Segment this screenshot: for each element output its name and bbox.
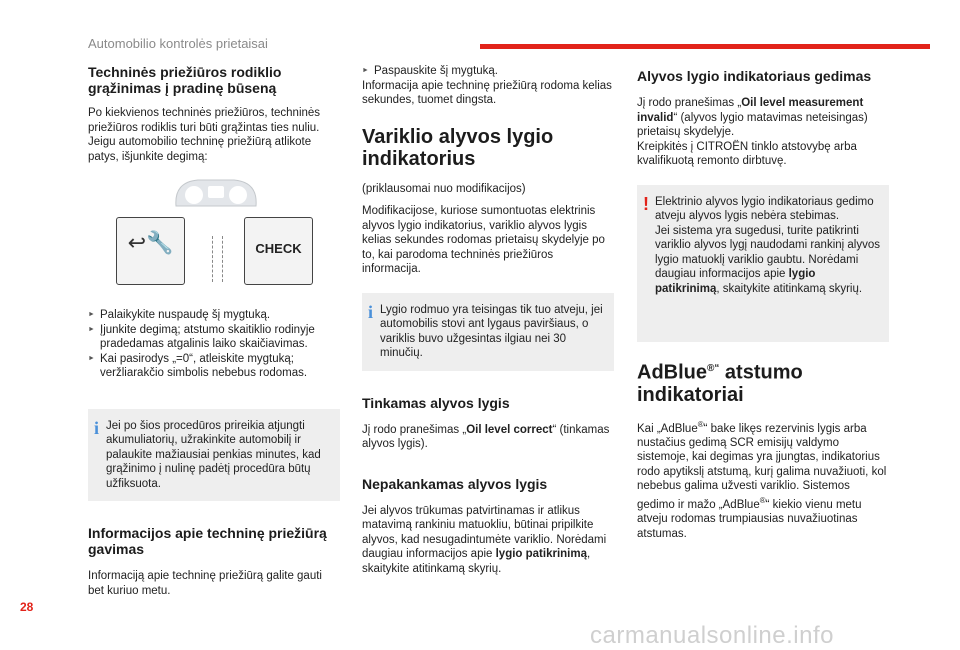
pointer-line xyxy=(222,236,223,282)
oil-info-note xyxy=(362,293,614,371)
check-label: CHECK xyxy=(255,241,302,256)
reset-heading: Techninės priežiūros rodiklio grąžinimas į pradinę būseną xyxy=(88,64,282,96)
watermark: carmanualsonline.info xyxy=(590,622,834,649)
column-3 xyxy=(637,64,889,541)
oil-low-heading: Nepakankamas alyvos lygis xyxy=(362,475,548,492)
info-steps xyxy=(362,64,614,79)
column-1 xyxy=(88,64,340,598)
info-note-text: Jei po šios procedūros prireikia atjungti akumuliatorių, užrakinkite automobilį ir palaukite mažiausiai penkias minutes, kad grąžinimo į nulinę padėtį procedūra būtų užfiksuota. xyxy=(106,419,321,490)
page-number: 28 xyxy=(20,600,34,614)
maintenance-info-paragraph: Informaciją apie techninę priežiūrą galite gauti bet kuriuo metu. xyxy=(88,570,322,597)
oil-level-heading: Variklio alyvos lygio indikatorius xyxy=(362,125,554,170)
list-item: ► Įjunkite degimą; atstumo skaitiklio rodinyje pradedamas atgalinis laiko skaičiavimas. xyxy=(88,323,340,352)
list-item: ► Kai pasirodys „=0“, atleiskite mygtuką; veržliarakčio simbolis nebebus rodomas. xyxy=(88,352,340,381)
adblue-heading: AdBlue®“ atstumo indikatoriai xyxy=(637,361,803,406)
adblue-paragraph: Kai „AdBlue®“ bake likęs rezervinis lygis arba nustačius gedimą SCR emisijų valdymo sistemoje, kai degimas yra įjungtas, indikatorius rodo apytikslį atstumą, kurį galima nuvažiuoti, kol nebebus galima užvesti variklio. Sistemos gedimo ir mažo „AdBlue®“ kiekio vienu metu atveju rodomas trumpiausias nuvažiuotinas atstumas. xyxy=(637,419,887,540)
running-header: Automobilio kontrolės prietaisai xyxy=(88,36,268,51)
info-icon: i xyxy=(94,417,100,438)
info-step-paragraph: Informacija apie techninę priežiūrą rodoma kelias sekundes, tuomet dingsta. xyxy=(362,79,612,106)
reset-paragraph: Po kiekvienos techninės priežiūros, techninės priežiūros rodiklis turi būti grąžintas ties nuliu. Jeigu automobilio techninę priežiūrą atlikote patys, išjunkite degimą: xyxy=(88,107,321,163)
warning-note: ! Elektrinio alyvos lygio indikatoriaus gedimo atveju alyvos lygis nebėra stebimas. Jei sistema yra sugedusi, turite patikrinti variklio alyvos lygį naudodami rankinį alyvos lygio matuoklį variklio gaubtu. Norėdami daugiau informacijos apie lygio patikrinimą, skaitykite atitinkamą skyrių. xyxy=(637,185,889,343)
instrument-cluster-icon xyxy=(168,176,264,210)
button-illustration xyxy=(88,176,340,302)
list-item: ► Palaikykite nuspaudę šį mygtuką. xyxy=(88,308,340,323)
oil-fault-heading: Alyvos lygio indikatoriaus gedimas xyxy=(637,68,872,84)
oil-correct-heading: Tinkamas alyvos lygis xyxy=(362,394,510,411)
info-note xyxy=(88,409,340,502)
warning-icon: ! xyxy=(643,193,649,214)
maintenance-reset-button[interactable] xyxy=(116,217,185,285)
oil-info-note-text: Lygio rodmuo yra teisingas tik tuo atveju, jei automobilis stovi ant lygaus paviršiaus, o variklis buvo užgesintas ilgiau nei 30 minučių. xyxy=(380,303,603,359)
column-2 xyxy=(362,64,614,576)
info-icon: i xyxy=(368,301,374,322)
header-accent-bar xyxy=(480,44,930,49)
check-button[interactable] xyxy=(244,217,313,285)
oil-low-paragraph: Jei alyvos trūkumas patvirtinamas ir atlikus matavimą rankiniu matuokliu, būtinai pripilkite alyvos, kad nesugadintumėte variklio. Norėdami daugiau informacijos apie lygio patikrinimą, skaitykite atitinkamą skyrių. xyxy=(362,504,607,575)
oil-fault-paragraph: Jį rodo pranešimas „Oil level measurement invalid“ (alyvos lygio matavimas neteisingas) prietaisų skydelyje. Kreipkitės į CITROËN tinklo atstovybę arba kvalifikuotą remonto dirbtuvę. xyxy=(637,97,868,167)
pointer-line xyxy=(212,236,213,282)
list-item: ► Paspauskite šį mygtuką. xyxy=(362,64,614,79)
maintenance-info-heading: Informacijos apie techninę priežiūrą gavimas xyxy=(88,525,327,557)
oil-level-paragraph: Modifikacijose, kuriose sumontuotas elektrinis alyvos lygio indikatorius, variklio alyvos lygis kelias sekundes rodomas prietaisų skydelyje po to, kai parodoma techninės priežiūros informacija. xyxy=(362,205,605,275)
oil-level-subtitle: (priklausomai nuo modifikacijos) xyxy=(362,182,526,195)
reset-steps xyxy=(88,308,340,381)
reset-wrench-icon: ↩🔧 xyxy=(127,230,174,255)
oil-correct-paragraph: Jį rodo pranešimas „Oil level correct“ (tinkamas alyvos lygis). xyxy=(362,423,610,450)
